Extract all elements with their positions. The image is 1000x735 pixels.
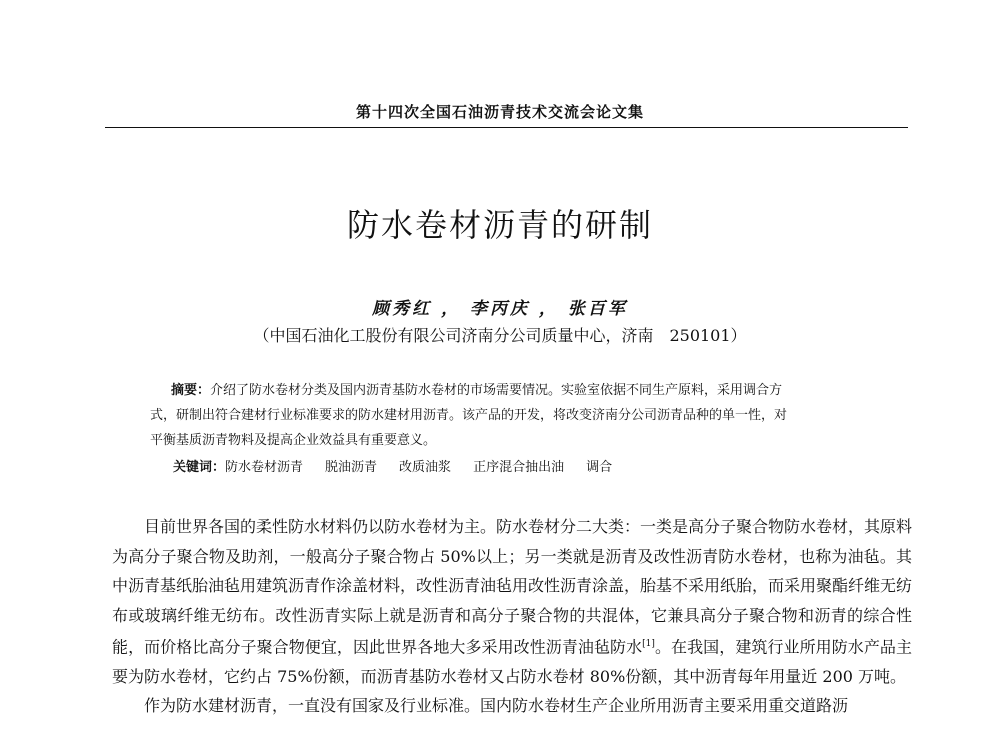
keyword: 正序混合抽出油	[473, 460, 565, 475]
keyword: 改质油浆	[399, 460, 452, 475]
body-paragraph: 作为防水建材沥青，一直没有国家及行业标准。国内防水卷材生产企业所用沥青主要采用重交道路沥	[144, 696, 849, 716]
paper-title: 防水卷材沥青的研制	[346, 206, 653, 244]
abstract-line: 平衡基质沥青物料及提高企业效益具有重要意义。	[150, 433, 437, 448]
author-name: 顾秀红	[372, 299, 433, 319]
header-rule	[105, 127, 908, 128]
author-separator: ，	[432, 299, 470, 319]
citation-ref: [1]	[642, 639, 655, 649]
keywords-label: 关键词：	[173, 460, 226, 475]
abstract-line: 摘要：介绍了防水卷材分类及国内沥青基防水卷材的市场需要情况。实验室依据不同生产原料，采用调合方	[171, 383, 783, 398]
abstract-label: 摘要：	[171, 383, 211, 398]
body-text	[112, 512, 912, 721]
affiliation: （中国石油化工股份有限公司济南分公司质量中心，济南 250101）	[253, 326, 747, 345]
keyword: 防水卷材沥青	[225, 460, 304, 475]
running-head: 第十四次全国石油沥青技术交流会论文集	[355, 103, 644, 121]
keyword: 脱油沥青	[325, 460, 378, 475]
author-separator: ，	[530, 299, 568, 319]
abstract	[150, 378, 862, 453]
keywords	[173, 456, 863, 475]
author-list	[0, 294, 1000, 319]
author-name: 李丙庆	[470, 299, 530, 319]
abstract-line: 式，研制出符合建材行业标准要求的防水建材用沥青。该产品的开发，将改变济南分公司沥青品种的单一性，对	[150, 408, 788, 423]
author-name: 张百军	[567, 299, 628, 319]
keyword: 调合	[586, 460, 613, 475]
body-paragraph: 目前世界各国的柔性防水材料仍以防水卷材为主。防水卷材分二大类：一类是高分子聚合物防水卷材，其原料为高分子聚合物及助剂，一般高分子聚合物占 50%以上；另一类就是沥青及改性沥青防水卷材，也称为油毡。其中沥青基纸胎油毡用建筑沥青作涂盖材料，改性沥青油毡用改性沥青涂盖，胎基不采用纸胎，而采用聚酯纤维无纺布或玻璃纤维无纺布。改性沥青实际上就是沥青和高分子聚合物的共混体，它兼具高分子聚合物和沥青的综合性能，而价格比高分子聚合物便宜，因此世界各地大多采用改性沥青油毡防水[1]。在我国，建筑行业所用防水产品主要为防水卷材，它约占 75%份额，而沥青基防水卷材又占防水卷材 80%份额，其中沥青每年用量近 200 万吨。	[112, 517, 913, 686]
